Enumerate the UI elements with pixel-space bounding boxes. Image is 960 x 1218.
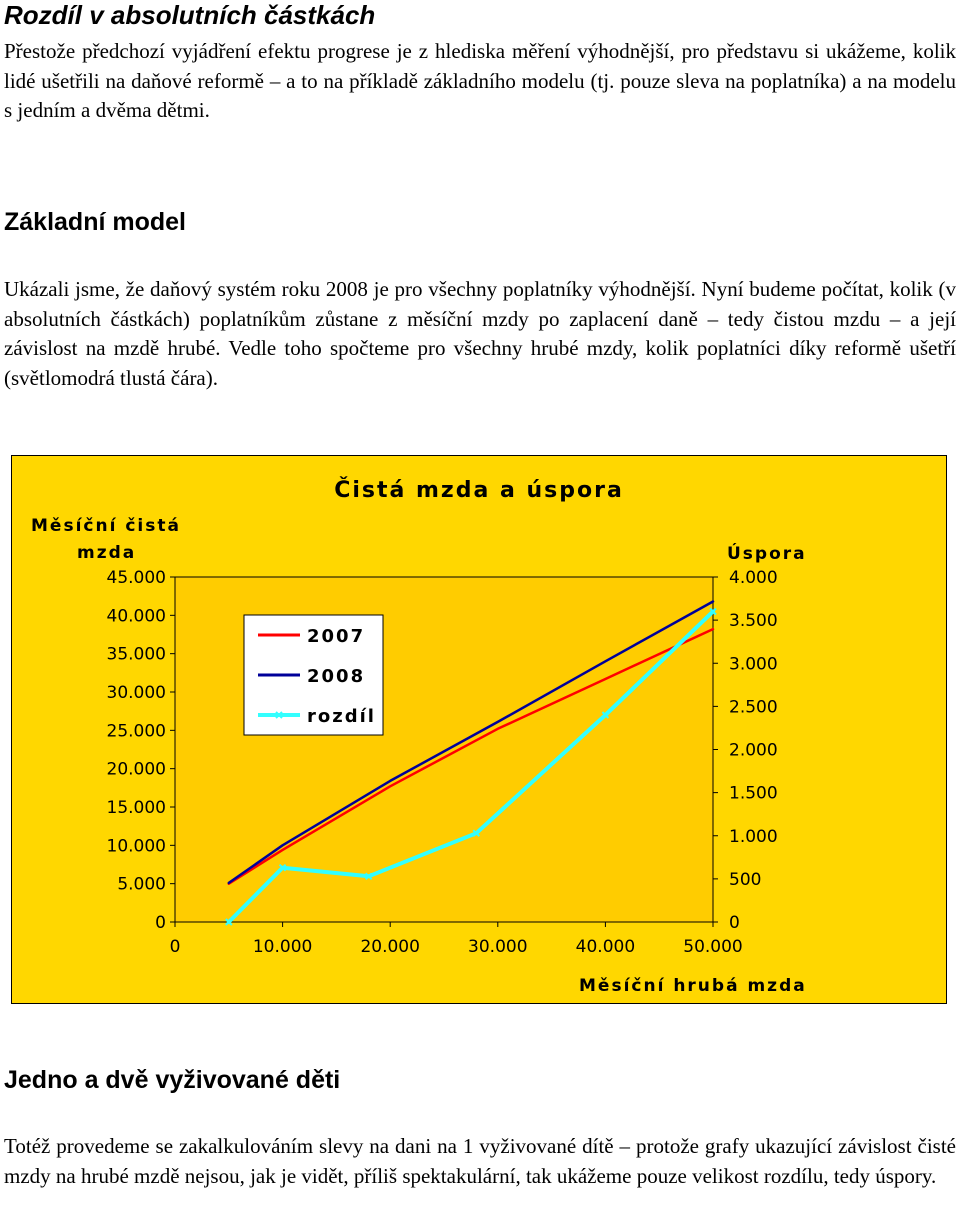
y-tick-label-right: 3.500 (729, 611, 778, 632)
x-tick-label: 20.000 (360, 937, 420, 957)
y-tick-label-left: 25.000 (106, 721, 166, 742)
legend-label-2008: 2008 (307, 666, 366, 687)
y-tick-label-left: 30.000 (106, 683, 166, 703)
y-tick-label-right: 0 (729, 913, 740, 933)
intro-paragraph: Přestože předchozí vyjádření efektu progrese je z hlediska měření výhodnější, pro představu si ukážeme, kolik lidé ušetřili na daňové reformě – a to na příkladě základního modelu (tj. pouze sleva na poplatníka) a na modelu s jedním a dvěma dětmi. (4, 39, 956, 122)
basic-model-paragraph: Ukázali jsme, že daňový systém roku 2008 je pro všechny poplatníky výhodnější. Nyní budeme počítat, kolik (v absolutních částkách) poplatníkům zůstane z měsíční mzdy po zaplacení daně – tedy čistou mzdu – a její závislost na mzdě hrubé. Vedle toho spočteme pro všechny hrubé mzdy, kolik poplatníci díky reformě ušetří (světlomodrá tlustá čára). (4, 277, 956, 390)
legend-label-rozdil: rozdíl (307, 706, 376, 727)
y-tick-label-right: 2.500 (729, 697, 778, 718)
y-tick-label-right: 3.000 (729, 654, 778, 675)
section-title-absolute-amounts: Rozdíl v absolutních částkách (4, 0, 376, 30)
y-axis-label-right: Úspora (727, 544, 807, 564)
legend-label-2007: 2007 (307, 626, 366, 647)
x-axis-label: Měsíční hrubá mzda (579, 976, 807, 996)
y-tick-label-right: 4.000 (729, 568, 778, 588)
y-tick-label-left: 10.000 (106, 836, 166, 857)
chart-legend (244, 615, 383, 735)
x-tick-label: 50.000 (683, 937, 743, 957)
section-title-basic-model: Základní model (4, 208, 186, 236)
x-tick-label: 10.000 (252, 937, 313, 957)
y-tick-label-right: 500 (729, 869, 762, 890)
section-title-children: Jedno a dvě vyživované děti (4, 1066, 341, 1094)
x-tick-label: 30.000 (468, 937, 528, 957)
y-tick-label-left: 5.000 (117, 874, 166, 895)
y-axis-label-left: Měsíční čistá mzda (31, 516, 181, 563)
x-tick-label: 0 (169, 937, 181, 957)
y-tick-label-left: 15.000 (106, 798, 166, 818)
y-tick-label-right: 2.000 (729, 740, 778, 761)
chart-title: Čistá mzda a úspora (334, 478, 624, 503)
y-tick-label-left: 0 (155, 913, 166, 933)
y-tick-label-left: 35.000 (106, 644, 166, 665)
y-tick-label-right: 1.500 (729, 783, 778, 804)
x-tick-label: 40.000 (575, 937, 636, 957)
net-wage-savings-chart (11, 455, 947, 1004)
y-tick-label-left: 45.000 (106, 568, 166, 588)
y-tick-label-right: 1.000 (729, 826, 778, 847)
children-paragraph: Totéž provedeme se zakalkulováním slevy na dani na 1 vyživované dítě – protože grafy ukazující závislost čisté mzdy na hrubé mzdě nejsou, jak je vidět, příliš spektakulární, tak ukážeme pouze velikost rozdílu, tedy úspory. (4, 1134, 956, 1188)
chart-container (11, 455, 947, 1004)
y-tick-label-left: 40.000 (106, 606, 166, 627)
y-tick-label-left: 20.000 (106, 759, 166, 780)
